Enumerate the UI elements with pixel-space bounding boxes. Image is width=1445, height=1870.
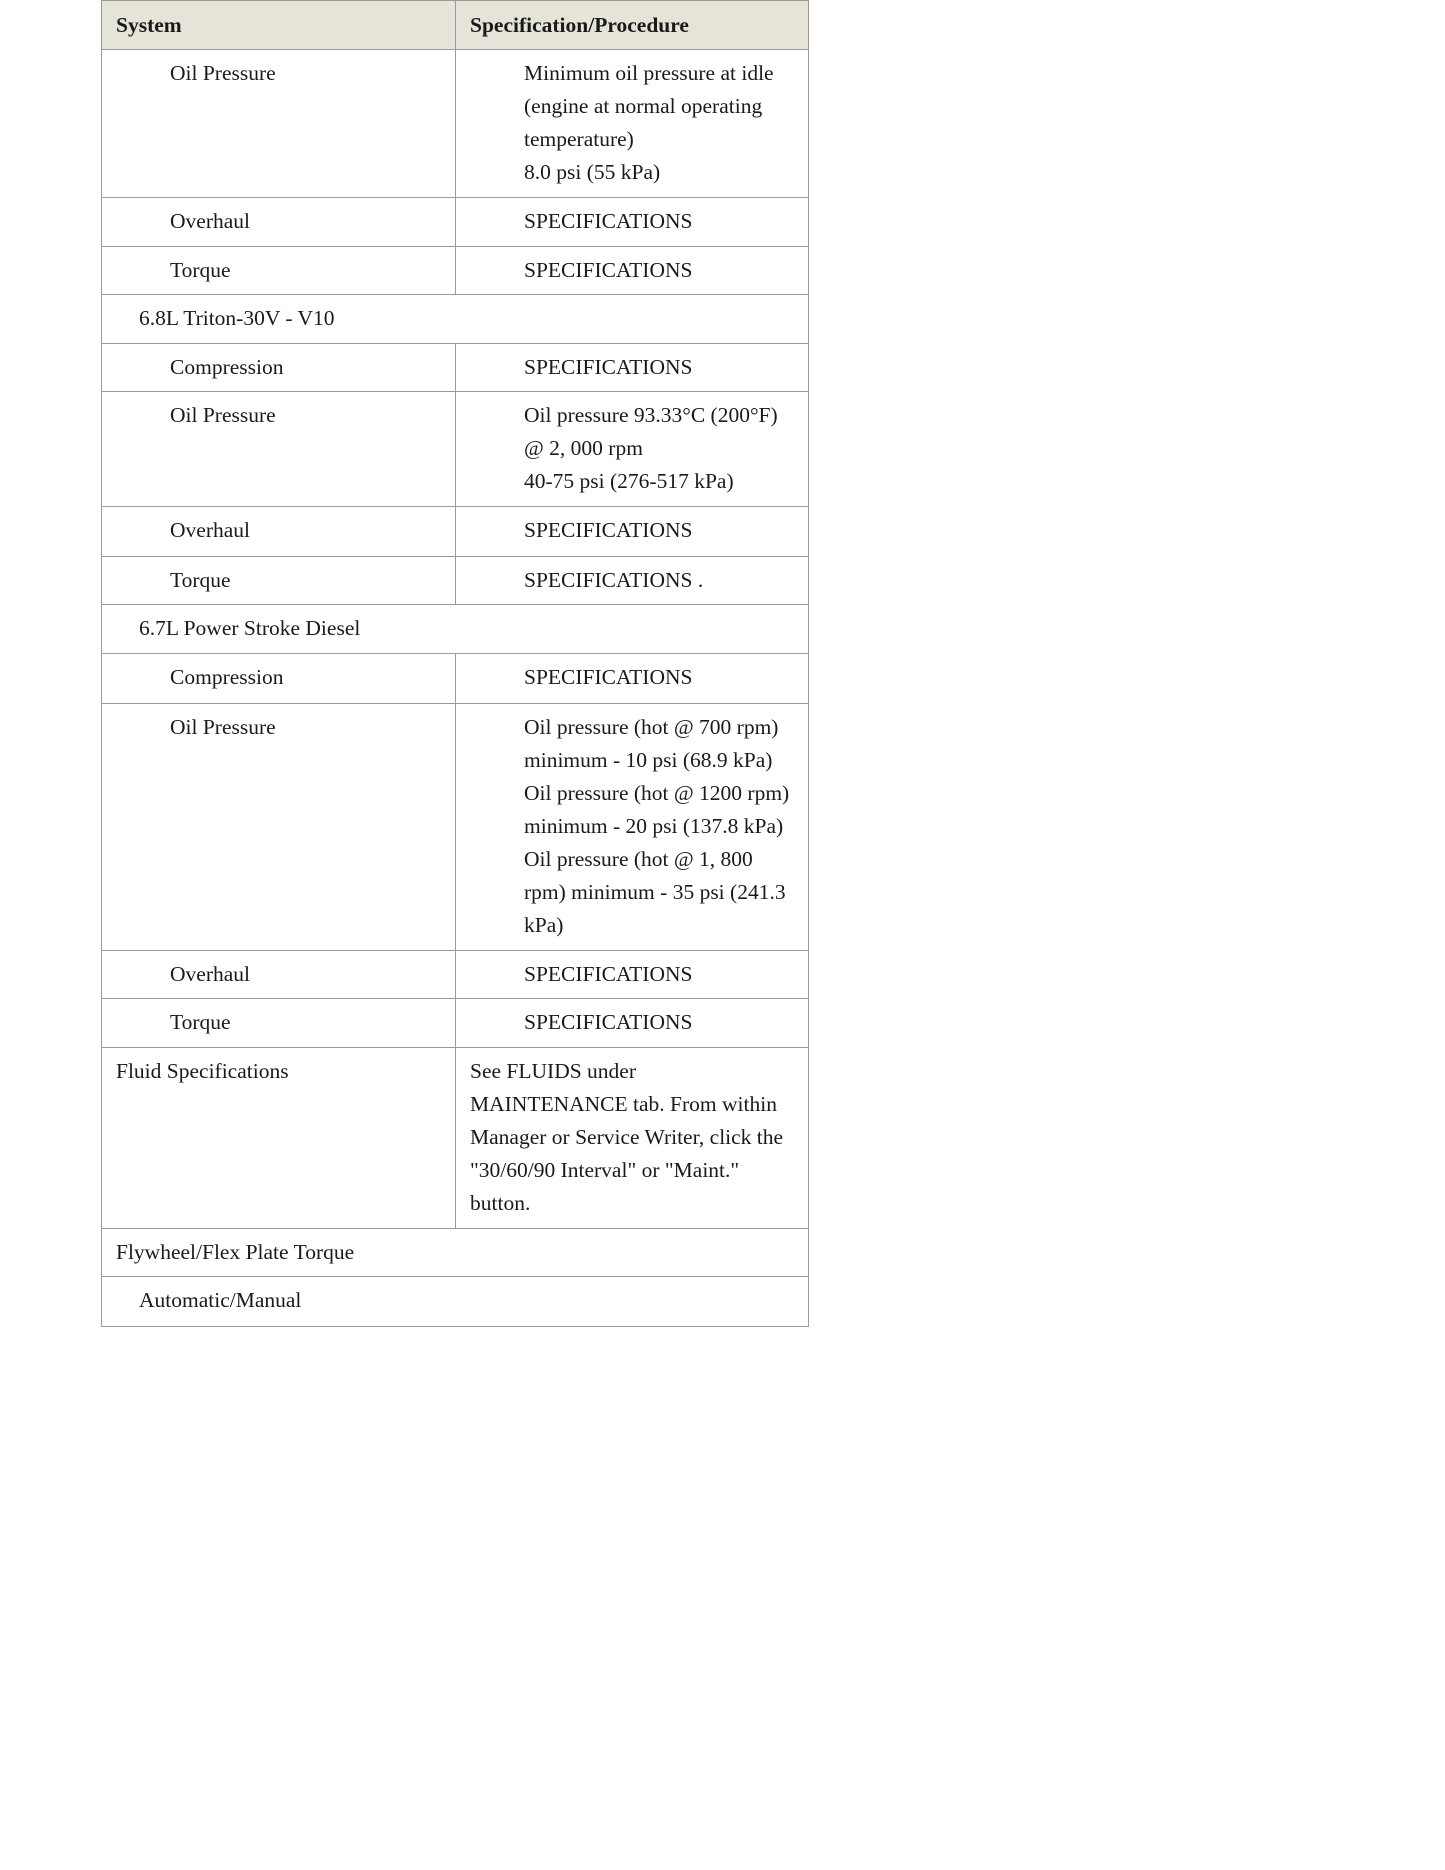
spec-line: Oil pressure (hot @ 1200 rpm) <box>524 781 790 805</box>
spec-cell: SPECIFICATIONS <box>456 654 809 704</box>
spec-line: Oil pressure (hot @ 700 rpm) <box>524 715 779 739</box>
system-cell: Overhaul <box>102 198 456 247</box>
system-cell: Overhaul <box>102 507 456 557</box>
spec-line: minimum - 10 psi (68.9 kPa) <box>524 748 773 772</box>
section-label: 6.7L Power Stroke Diesel <box>102 605 809 654</box>
spec-line: Oil pressure 93.33°C (200°F) <box>524 403 778 427</box>
spec-line: Oil pressure (hot @ 1, 800 <box>524 847 753 871</box>
system-cell: Compression <box>102 344 456 392</box>
table-row <box>102 247 809 295</box>
table-row <box>102 704 809 951</box>
spec-cell: SPECIFICATIONS <box>456 999 809 1048</box>
table-row <box>102 654 809 704</box>
spec-line: Minimum oil pressure at idle <box>524 61 774 85</box>
spec-line: MAINTENANCE tab. From within <box>470 1092 777 1116</box>
spec-line: (engine at normal operating <box>524 94 763 118</box>
table-row <box>102 344 809 392</box>
spec-line: rpm) minimum - 35 psi (241.3 <box>524 880 786 904</box>
spec-line: 40-75 psi (276-517 kPa) <box>524 469 734 493</box>
table-row <box>102 557 809 605</box>
section-row <box>102 1229 809 1277</box>
spec-cell: SPECIFICATIONS <box>456 507 809 557</box>
column-header-spec: Specification/Procedure <box>456 1 809 50</box>
section-row <box>102 605 809 654</box>
spec-cell: SPECIFICATIONS <box>456 951 809 999</box>
spec-cell <box>456 704 809 951</box>
section-label: Automatic/Manual <box>102 1277 809 1327</box>
table-row <box>102 1048 809 1229</box>
table-row <box>102 392 809 507</box>
spec-line: temperature) <box>524 127 634 151</box>
system-cell: Oil Pressure <box>102 50 456 198</box>
system-cell: Fluid Specifications <box>102 1048 456 1229</box>
system-cell: Compression <box>102 654 456 704</box>
section-label: Flywheel/Flex Plate Torque <box>102 1229 809 1277</box>
spec-cell: SPECIFICATIONS . <box>456 557 809 605</box>
table-row <box>102 999 809 1048</box>
section-label: 6.8L Triton-30V - V10 <box>102 295 809 344</box>
system-cell: Torque <box>102 247 456 295</box>
system-cell: Overhaul <box>102 951 456 999</box>
spec-line: button. <box>470 1191 531 1215</box>
system-cell: Torque <box>102 557 456 605</box>
spec-cell: SPECIFICATIONS <box>456 344 809 392</box>
spec-cell: SPECIFICATIONS <box>456 198 809 247</box>
spec-line: "30/60/90 Interval" or "Maint." <box>470 1158 740 1182</box>
spec-cell <box>456 50 809 198</box>
table-row <box>102 951 809 999</box>
table-row <box>102 507 809 557</box>
spec-line: 8.0 psi (55 kPa) <box>524 160 661 184</box>
system-cell: Oil Pressure <box>102 392 456 507</box>
spec-cell <box>456 1048 809 1229</box>
section-row <box>102 295 809 344</box>
spec-line: Manager or Service Writer, click the <box>470 1125 784 1149</box>
spec-line: See FLUIDS under <box>470 1059 637 1083</box>
specifications-table <box>101 0 809 1327</box>
spec-line: @ 2, 000 rpm <box>524 436 643 460</box>
table-header-row <box>102 1 809 50</box>
table-row <box>102 50 809 198</box>
spec-line: minimum - 20 psi (137.8 kPa) <box>524 814 784 838</box>
table-row <box>102 198 809 247</box>
system-cell: Torque <box>102 999 456 1048</box>
column-header-system: System <box>102 1 456 50</box>
spec-line: kPa) <box>524 913 564 937</box>
system-cell: Oil Pressure <box>102 704 456 951</box>
section-row <box>102 1277 809 1327</box>
spec-cell <box>456 392 809 507</box>
spec-cell: SPECIFICATIONS <box>456 247 809 295</box>
